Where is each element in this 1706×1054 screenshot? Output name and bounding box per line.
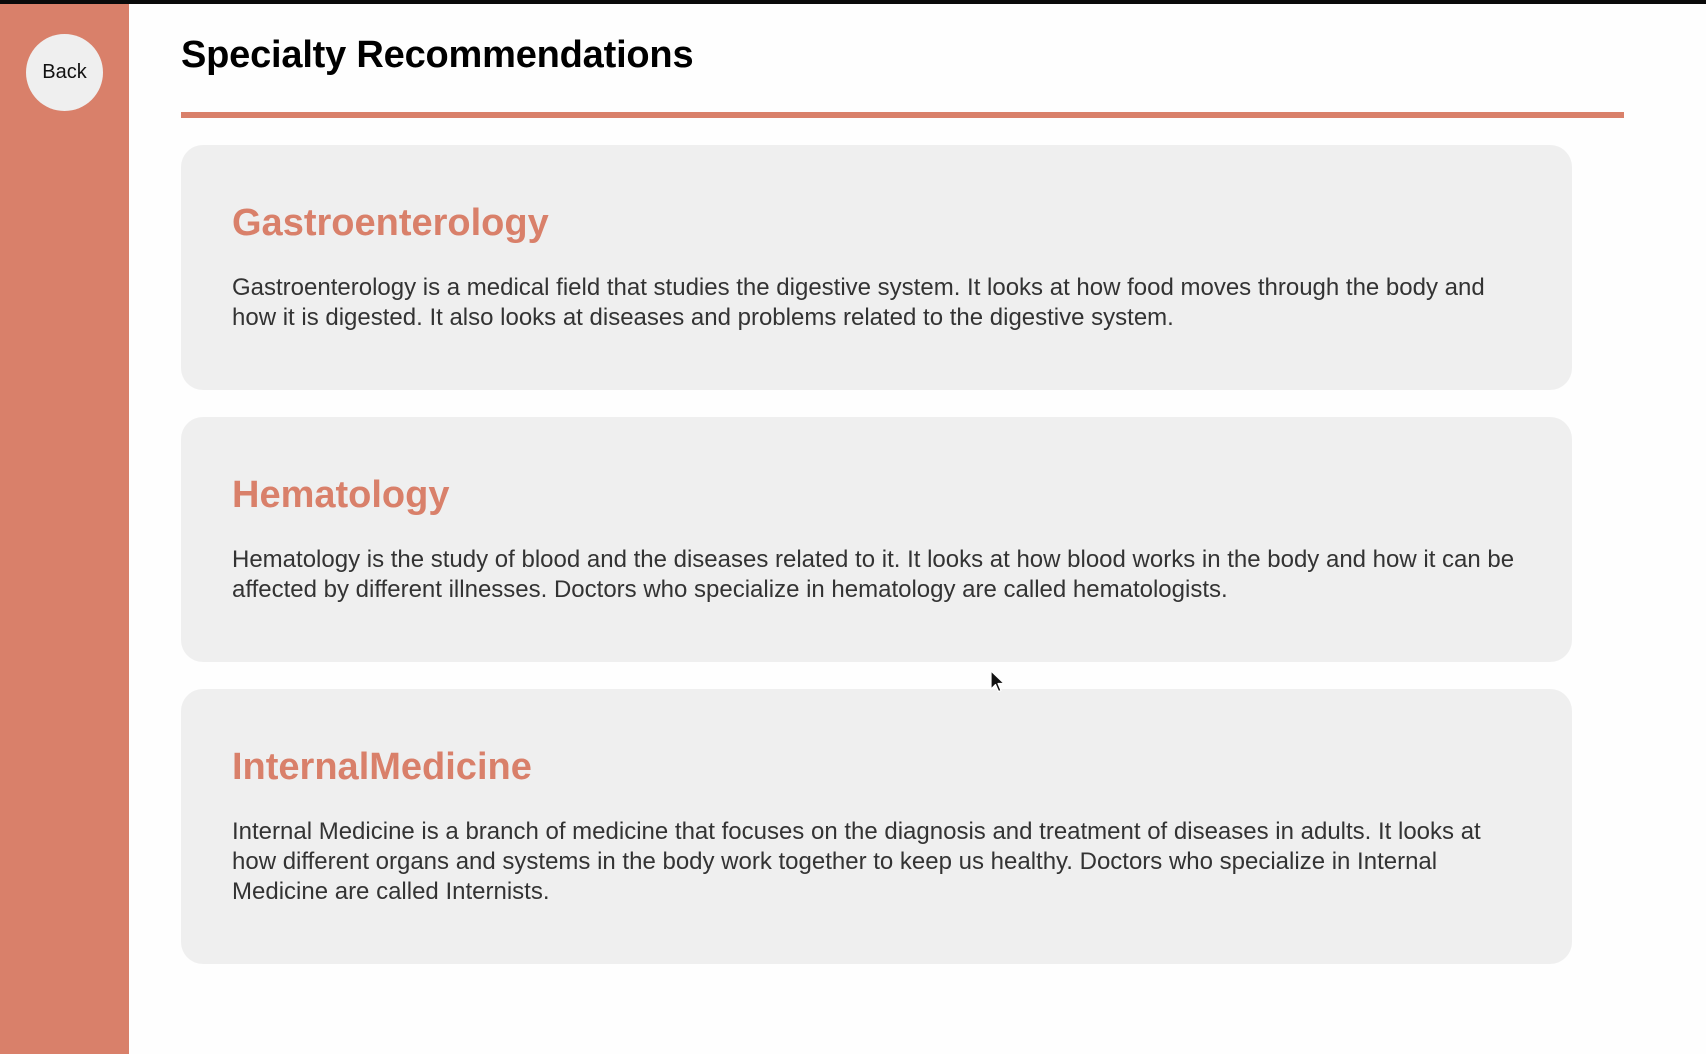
specialty-description: Internal Medicine is a branch of medicine that focuses on the diagnosis and treatment of diseases in adults. It looks at how different organs and systems in the body work together to keep us healthy. Doctors who specialize in Internal Medicine are called Internists. (232, 818, 1481, 905)
mouse-pointer-icon (990, 670, 1006, 694)
specialty-description: Gastroenterology is a medical field that studies the digestive system. It looks at how food moves through the body and how it is digested. It also looks at diseases and problems related to the digestive system. (232, 274, 1485, 331)
specialty-description: Hematology is the study of blood and the diseases related to it. It looks at how blood works in the body and how it can be affected by different illnesses. Doctors who specialize in hematology are called hematologists. (232, 546, 1515, 603)
window-top-bar (0, 0, 1706, 4)
specialty-list (181, 145, 1572, 991)
specialty-card-hematology (181, 417, 1572, 662)
sidebar (0, 4, 129, 1054)
specialty-card-gastroenterology (181, 145, 1572, 390)
title-divider (181, 112, 1624, 118)
specialty-title: InternalMedicine (232, 746, 532, 788)
page-title: Specialty Recommendations (181, 34, 694, 76)
back-button[interactable]: Back (26, 34, 103, 111)
specialty-title: Hematology (232, 474, 450, 516)
specialty-card-internal-medicine (181, 689, 1572, 964)
specialty-title: Gastroenterology (232, 202, 549, 244)
